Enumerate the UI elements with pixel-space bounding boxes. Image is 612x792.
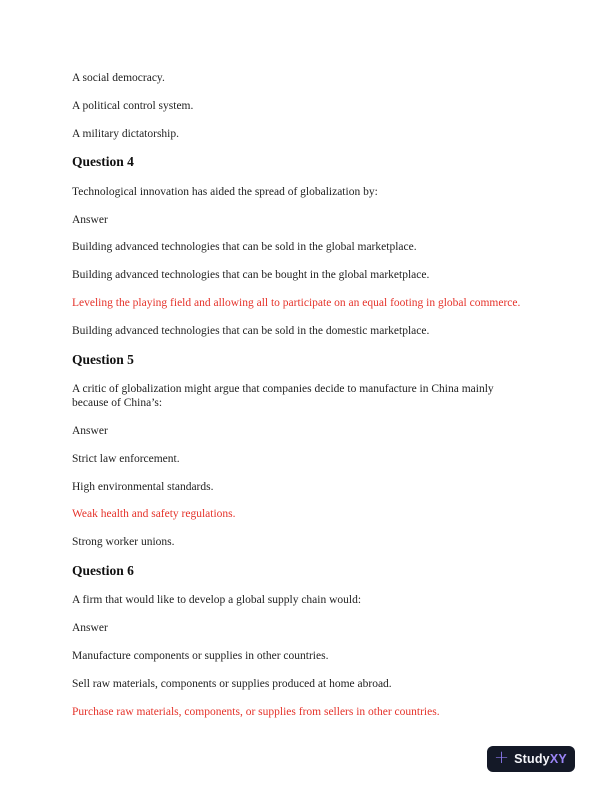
text-line: Sell raw materials, components or supplies produced at home abroad. — [72, 677, 392, 690]
answer-option — [72, 677, 546, 691]
question-heading — [72, 352, 546, 368]
answer-option — [72, 71, 546, 85]
answer-option — [72, 452, 546, 466]
text-line: Manufacture components or supplies in other countries. — [72, 650, 329, 663]
answer-option — [72, 535, 546, 549]
answer-option — [72, 268, 546, 282]
text-line: A critic of globalization might argue that companies decide to manufacture in China mainly — [72, 383, 494, 396]
text-line: Building advanced technologies that can be bought in the global marketplace. — [72, 269, 430, 282]
plus-icon: + — [494, 747, 510, 768]
answer-option — [72, 99, 546, 113]
question-heading — [72, 563, 546, 579]
text-line: Technological innovation has aided the spread of globalization by: — [72, 185, 378, 198]
text-line: Answer — [72, 622, 108, 635]
answer-option — [72, 649, 546, 663]
question-text — [72, 185, 546, 199]
brand-name-primary: Study — [514, 752, 550, 766]
text-line: Answer — [72, 424, 108, 437]
text-line: Building advanced technologies that can be sold in the domestic marketplace. — [72, 324, 430, 337]
text-line: A military dictatorship. — [72, 127, 179, 140]
answer-option-correct — [72, 705, 546, 719]
text-line: A political control system. — [72, 99, 194, 112]
text-line: Weak health and safety regulations. — [72, 508, 236, 521]
text-line: Strict law enforcement. — [72, 452, 180, 465]
text-line: Strong worker unions. — [72, 536, 175, 549]
answer-option — [72, 127, 546, 141]
studyxy-logo-badge[interactable] — [487, 746, 575, 772]
text-line: Answer — [72, 213, 108, 226]
brand-name-secondary: XY — [549, 752, 567, 766]
text-line: Question 4 — [72, 154, 134, 170]
question-text — [72, 593, 546, 607]
document-content — [72, 71, 546, 732]
answer-option-correct — [72, 296, 546, 310]
question-text — [72, 382, 546, 410]
answer-option — [72, 480, 546, 494]
text-line: A firm that would like to develop a global supply chain would: — [72, 594, 362, 607]
question-heading — [72, 154, 546, 170]
text-line: Question 5 — [72, 351, 134, 367]
answer-option — [72, 324, 546, 338]
answer-option — [72, 240, 546, 254]
text-line: A social democracy. — [72, 72, 165, 84]
answer-label — [72, 213, 546, 227]
text-line: Purchase raw materials, components, or supplies from sellers in other countries. — [72, 705, 440, 718]
answer-label — [72, 424, 546, 438]
text-line: Leveling the playing field and allowing all to participate on an equal footing in global commerce. — [72, 297, 521, 310]
answer-label — [72, 621, 546, 635]
text-line: Question 6 — [72, 562, 134, 578]
text-line: because of China’s: — [72, 397, 163, 410]
brand-name — [514, 752, 567, 766]
text-line: High environmental standards. — [72, 480, 214, 493]
answer-option-correct — [72, 507, 546, 521]
text-line: Building advanced technologies that can be sold in the global marketplace. — [72, 241, 417, 254]
